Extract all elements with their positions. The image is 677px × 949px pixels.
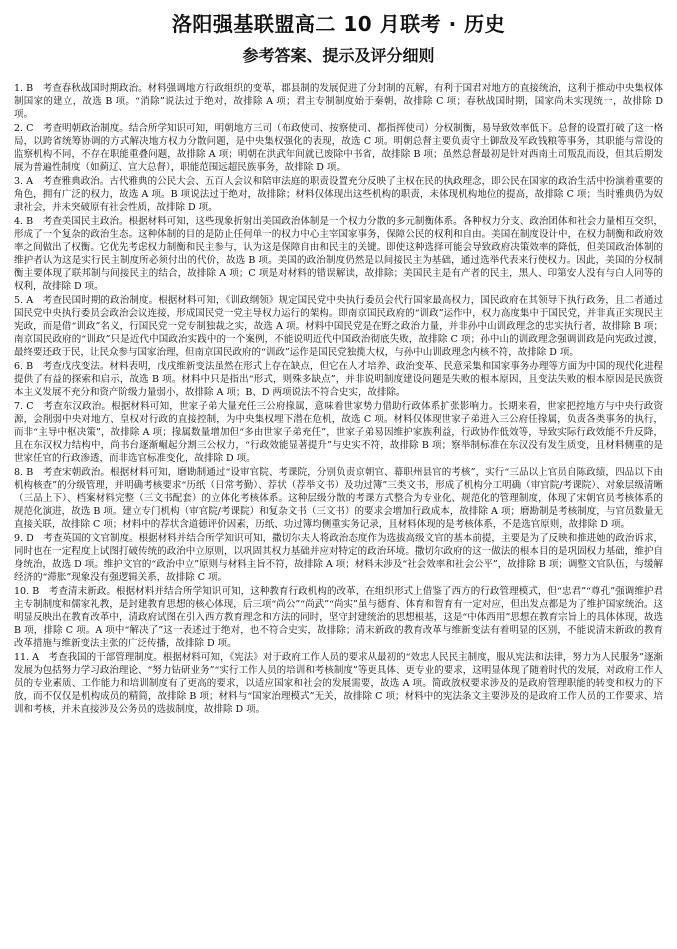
answer-item-7: 7. C 考查东汉政治。根据材料可知，世家子弟大量充任三公府掾属，意味着世家势力借助行政体系扩张影响力。长期来看，世家把控地方与中央行政资源，会削弱中央对地方、皇权对行政的直接控制，为中央集权埋下潜在危机，故选 C 项。材料仅体现世家子弟进入三公府任掾属，负责各类事务的执行，而非“主导中枢决策”，故排除 A 项；掾属数量增加但“多由世家子弟充任”，世家子弟易因维护家族利益，行政协作低效等，导致实际行政效能不升反降，且在东汉权力结构中，尚书台逐渐崛起分割三公权力，“行政效能显著提升”与史实不符，故排除 B 项；察举制标准在东汉没有发生质变，且材料侧重的是世家任官的行政渗透，而非选官标准变化，故排除 D 项。 [14, 401, 663, 464]
page-title: 洛阳强基联盟高二 10 月联考 · 历史 [171, 12, 506, 36]
answer-item-4: 4. B 考查美国民主政治。根据材料可知，这些现象折射出美国政治体制是一个权力分散的多元制衡体系。各种权力分支、政治团体和社会力量相互交织，形成了一个复杂的政治生态。这种体制的目的是防止任何单一的权力中心主宰国家事务，保障公民的权利和自由。美国在制度设计中，在权力制衡和政府效率之间做出了权衡。它优先考虑权力制衡和民主参与，认为这是保障自由和民主的关键。即使这种选择可能会导致政府决策效率的降低，但美国政治体制的维护者认为这是实行民主制度所必须付出的代价，故选 B 项。美国的政治制度仍然是以间接民主为基础，通过选举代表来行使权力。因此，美国的分权制衡主要体现了联邦制与间接民主的结合，故排除 A 项；C 项是对材料的错误解读，故排除；美国民主是有产者的民主，黑人、印第安人没有与白人同等的权利，故排除 D 项。 [14, 216, 663, 292]
answer-item-3: 3. A 考查雅典政治。古代雅典的公民大会、五百人会议和陪审法庭的职责设置充分反映了主权在民的执政理念，即公民在国家的政治生活中扮演着重要的角色，拥有广泛的权力，故选 A 项。B 项说法过于绝对，故排除；材料仅体现出这些机构的职责，未体现机构地位的提高，故排除 C 项；当时雅典仍为奴隶社会，并未突破原有社会性质，故排除 D 项。 [14, 176, 663, 213]
answer-item-9: 9. D 考查英国的文官制度。根据材料并结合所学知识可知，撒切尔夫人将政治态度作为选拔高级文官的基本前提，主要是为了反映和推进她的政治诉求，同时也在一定程度上试图打破传统的政治中立原则，以巩固其权力基础并应对特定的政治环境。撒切尔政府的这一做法的根本目的是巩固权力基础，维护自身统治，故选 D 项。维护文官的“政治中立”原则与材料主旨不符，故排除 A 项；材料未涉及“社会效率和社会公平”，故排除 B 项；调整文官队伍，与缓解经济的“滞胀”现象没有强逻辑关系，故排除 C 项。 [14, 533, 663, 583]
answer-item-11: 11. A 考查我国的干部管理制度。根据材料可知，《宪法》对于政府工作人员的要求从最初的“效忠人民民主制度，服从宪法和法律，努力为人民服务”逐渐发展为包括努力学习政治理论、“努力钻研业务”“实行工作人员的培训和考核制度”等更具体、更专业的要求，这明显体现了随着时代的发展，对政府工作人员的专业素质、工作能力和培训制度有了更高的要求，以适应国家和社会的发展需要，故选 A 项。简政放权要求涉及的是政府管理职能的转变和权力的下放，而不仅仅是机构成员的精简，故排除 B 项；材料与“国家治理模式”无关，故排除 C 项；材料中的宪法条文主要涉及的是政府工作人员的工作要求、培训和考核，并未直接涉及公务员的选拔制度，故排除 D 项。 [14, 652, 663, 715]
answer-item-8: 8. B 考查宋朝政治。根据材料可知，磨勘制通过“设审官院、考课院，分别负责京朝官、幕职州县官的考核”，实行“三品以上官员自陈政绩，四品以下由机构核查”的分级管理，并明确考核要求“历纸（日常考勤）、荐状（荐举文书）及功过簿”三类文书，形成了机构分工明确（审官院/考课院）、对象层级清晰（三品上下）、档案材料完整（三文书配套）的立体化考核体系。这种层级分散的考课方式整合为专业化、规范化的管理制度，体现了宋朝官员考核体系的规范化演进，故选 B 项。建立专门机构（审官院/考课院）和复杂文书（三文书）的要求会增加行政成本，故排除 A 项；磨勘制是考核制度，与官员数量无直接关联，故排除 C 项；材料中的荐状含道德评价因素，历纸、功过簿均侧重实务记录，且材料体现的是考核体系，不是选官原则，故排除 D 项。 [14, 467, 663, 530]
answer-item-1: 1. B 考查春秋战国时期政治。材料强调地方行政组织的变革，郡县制的发展促进了分封制的瓦解，有利于国君对地方的直接统治，这利于推动中央集权体制国家的建立，故选 B 项。“消除”说法过于绝对，故排除 A 项；君主专制制度始于秦朝，故排除 C 项；春秋战国时期，国家尚未实现统一，故排除 D 项。 [14, 83, 663, 120]
answer-item-10: 10. B 考查清末新政。根据材料并结合所学知识可知，这种教育行政机构的改革，在组织形式上借鉴了西方的行政管理模式，但“忠君”“尊孔”强调维护君主专制制度和儒家礼教，是封建教育思想的核心体现，后三项“尚公”“尚武”“尚实”虽与德育、体育和智育有一定对应，但出发点都是为了维护国家统治。这明显反映出在教育改革中，清政府试图在引入西方教育理念和方法的同时，坚守封建统治的思想根基，这是“中体西用”思想在教育宗旨上的具体体现，故选 B 项，排除 C 项。A 项中“解决了”这一表述过于绝对，也不符合史实，故排除；清末新政的教育改革与维新变法有着明显的区别，不能说清末新政的教育改革措施与维新变法主张的广泛传播，故排除 D 项。 [14, 586, 663, 649]
answer-item-2: 2. C 考查明朝政治制度。结合所学知识可知，明朝地方三司（布政使司、按察使司、都指挥使司）分权制衡，易导致效率低下。总督的设置打破了这一格局，以跨省统筹协调的方式解决地方权力分散问题，是中央集权强化的表现，故选 C 项。明朝总督主要负责守土御敌及军政钱粮等事务，其职能与常设的监察机构不同，不存在职能重叠问题，故排除 A 项；明朝在洪武年间就已废除中书省，故排除 B 项；虽然总督最初是针对西南土司叛乱而设，但其后期发展为普遍性制度（如蓟辽、宣大总督），职能范围远超民族事务，故排除 D 项。 [14, 123, 663, 173]
answer-list [14, 82, 663, 716]
answer-item-6: 6. B 考查戊戌变法。材料表明，戊戌维新变法虽然在形式上存在缺点，但它在人才培养、政治变革、民意采集和国家事务办理等方面为中国的现代化进程提供了有益的探索和启示，故选 B 项。材料中只是指出“形式，则殊多缺点”，并非说明制度建设问题是失败的根本原因，且变法失败的根本原因是民族资本主义发展不充分和资产阶级力量弱小，故排除 A 项；B、D 两项说法不符合史实，故排除。 [14, 361, 663, 398]
answer-item-5: 5. A 考查民国时期的政治制度。根据材料可知，《训政纲领》规定国民党中央执行委员会代行国家最高权力，国民政府在其领导下执行政务，且二者通过国民党中央执行委员会政治会议连接，形成国民党一党主导权力运行的架构。即南京国民政府的“训政”运作中，权力高度集中于国民党，并非真正实现民主宪政，而是借“训政”名义，行国民党一党专制独裁之实，故选 A 项。材料中国民党是在野之政治力量，并非孙中山训政理念的忠实执行者，故排除 B 项；南京国民政府的“训政”只是近代中国政治实践中的一个案例，不能说明近代中国政治彻底失败，故排除 C 项；孙中山的训政理念强调训政是向宪政过渡，最终要还政于民，让民众参与国家治理，但南京国民政府的“训政”运作是国民党独揽大权，与孙中山训政理念内核不符，故排除 D 项。 [14, 295, 663, 358]
page-subtitle: 参考答案、提示及评分细则 [242, 46, 435, 65]
